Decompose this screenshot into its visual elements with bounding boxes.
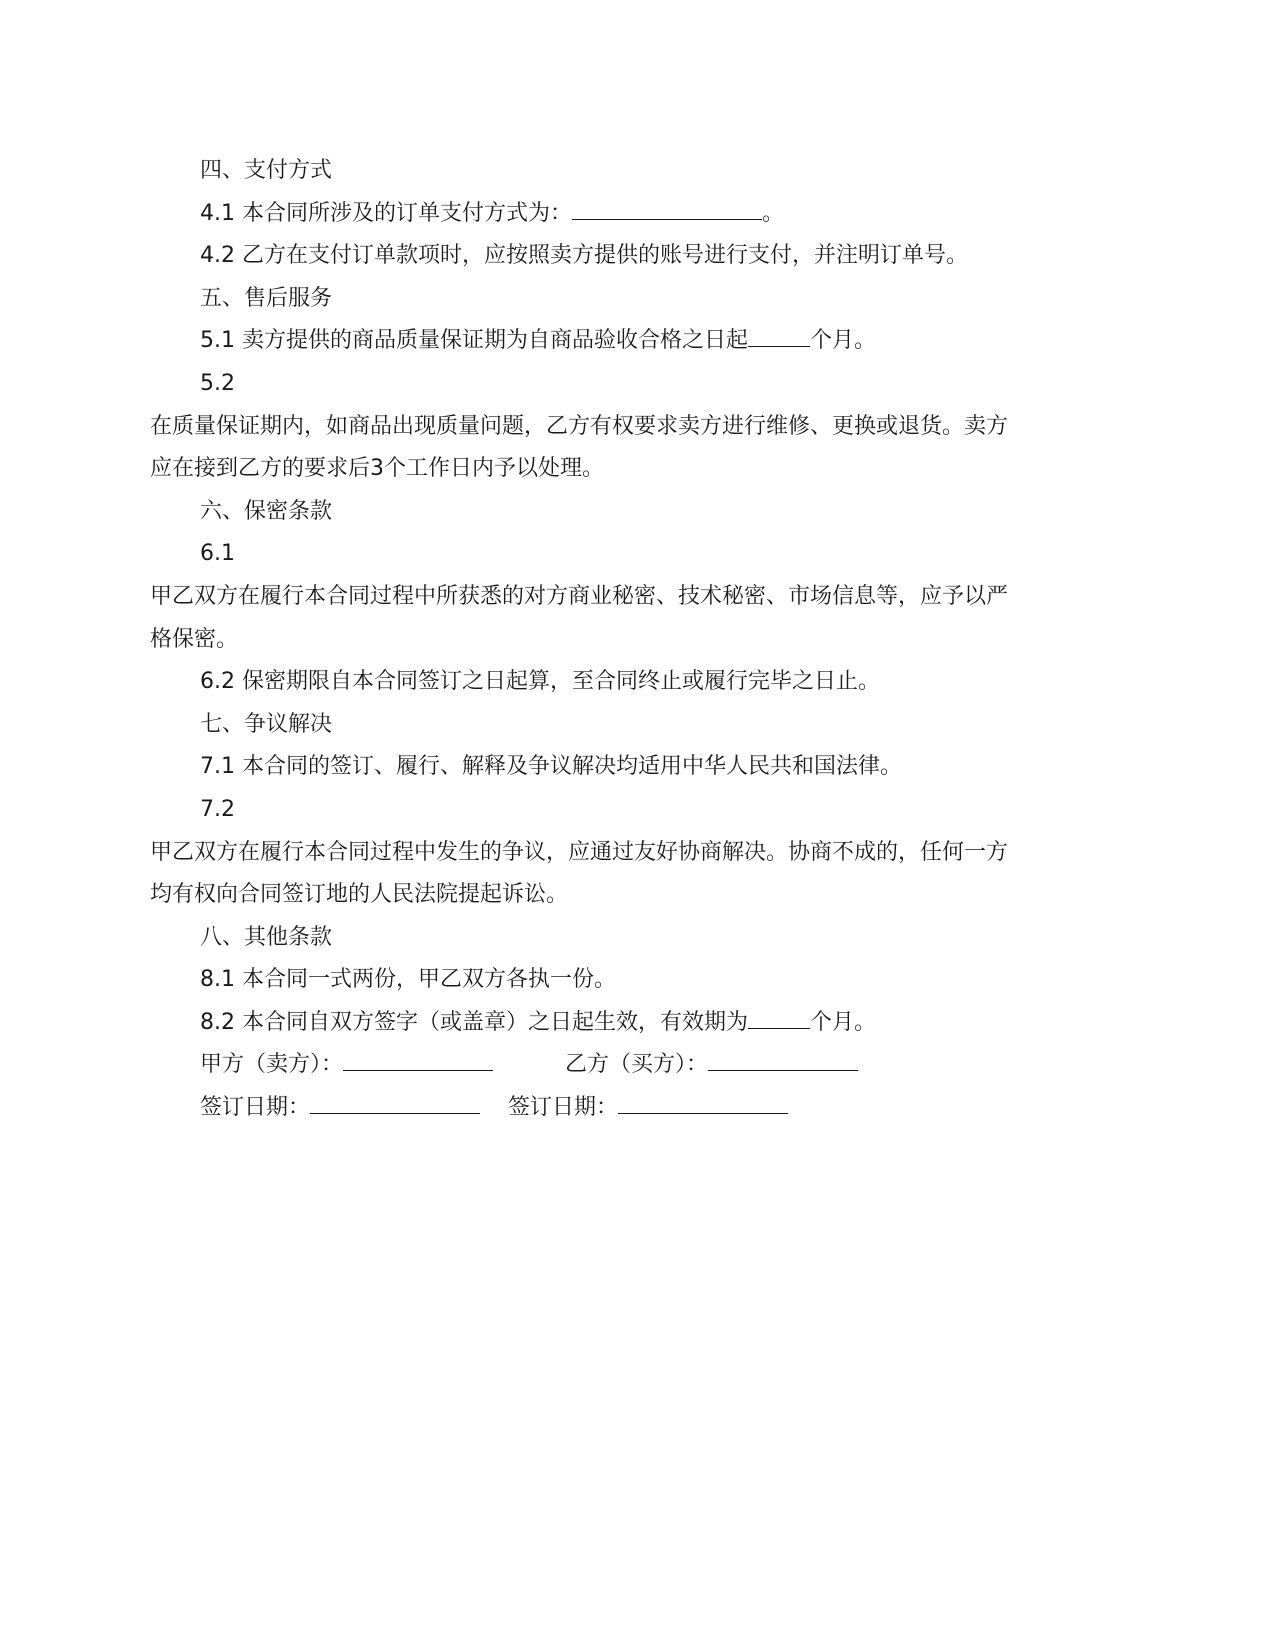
signature-date-row <box>150 1087 1130 1130</box>
section-8-heading: 八、其他条款 <box>200 924 333 950</box>
clause-6-1-line-2: 格保密。 <box>150 626 239 652</box>
party-b-signature-blank <box>708 1046 858 1071</box>
clause-5-2-line-2: 应在接到乙方的要求后3个工作日内予以处理。 <box>150 456 604 482</box>
clause-8-2-text: 8.2 本合同自双方签字（或盖章）之日起生效，有效期为 <box>200 1009 748 1035</box>
clause-4-2: 4.2 乙方在支付订单款项时，应按照卖方提供的账号进行支付，并注明订单号。 <box>200 243 968 269</box>
clause-8-2-end: 个月。 <box>809 1009 876 1035</box>
date-b-blank <box>618 1089 788 1114</box>
date-a-blank <box>310 1089 480 1114</box>
clause-4-1 <box>150 193 1130 236</box>
clause-7-2-line-1: 甲乙双方在履行本合同过程中发生的争议，应通过友好协商解决。协商不成的，任何一方 <box>150 839 1009 865</box>
clause-6-1-line-1: 甲乙双方在履行本合同过程中所获悉的对方商业秘密、技术秘密、市场信息等，应予以严 <box>150 583 1009 609</box>
clause-5-2-line-1: 在质量保证期内，如商品出现质量问题，乙方有权要求卖方进行维修、更换或退货。卖方 <box>150 413 1009 439</box>
clause-7-2-number: 7.2 <box>200 796 235 822</box>
date-b-label: 签订日期： <box>508 1095 619 1121</box>
clause-6-2: 6.2 保密期限自本合同签订之日起算，至合同终止或履行完毕之日止。 <box>200 669 880 695</box>
clause-4-1-end: 。 <box>761 200 784 226</box>
signature-party-row <box>150 1044 1130 1087</box>
clause-7-2-line-2: 均有权向合同签订地的人民法院提起诉讼。 <box>150 882 569 908</box>
party-b-label: 乙方（买方）： <box>565 1052 709 1078</box>
section-6-heading: 六、保密条款 <box>200 498 333 524</box>
section-7-heading: 七、争议解决 <box>200 711 333 737</box>
clause-8-1: 8.1 本合同一式两份，甲乙双方各执一份。 <box>200 967 616 993</box>
contract-body <box>150 150 1130 1130</box>
clause-5-1-text: 5.1 卖方提供的商品质量保证期为自商品验收合格之日起 <box>200 328 748 354</box>
party-a-label: 甲方（卖方）： <box>200 1052 344 1078</box>
section-5-heading: 五、售后服务 <box>200 285 333 311</box>
validity-months-blank <box>748 1004 810 1029</box>
date-a-label: 签订日期： <box>200 1095 311 1121</box>
clause-8-2 <box>150 1002 1130 1045</box>
party-a-signature-blank <box>343 1046 493 1071</box>
clause-5-1-end: 个月。 <box>809 328 876 354</box>
section-4-heading: 四、支付方式 <box>200 158 333 183</box>
payment-method-blank <box>572 195 762 220</box>
clause-5-2-number: 5.2 <box>200 370 235 396</box>
clause-6-1-number: 6.1 <box>200 541 235 567</box>
clause-7-1: 7.1 本合同的签订、履行、解释及争议解决均适用中华人民共和国法律。 <box>200 754 902 780</box>
warranty-months-blank <box>748 322 810 347</box>
clause-5-1 <box>150 320 1130 363</box>
clause-4-1-text: 4.1 本合同所涉及的订单支付方式为： <box>200 200 572 226</box>
